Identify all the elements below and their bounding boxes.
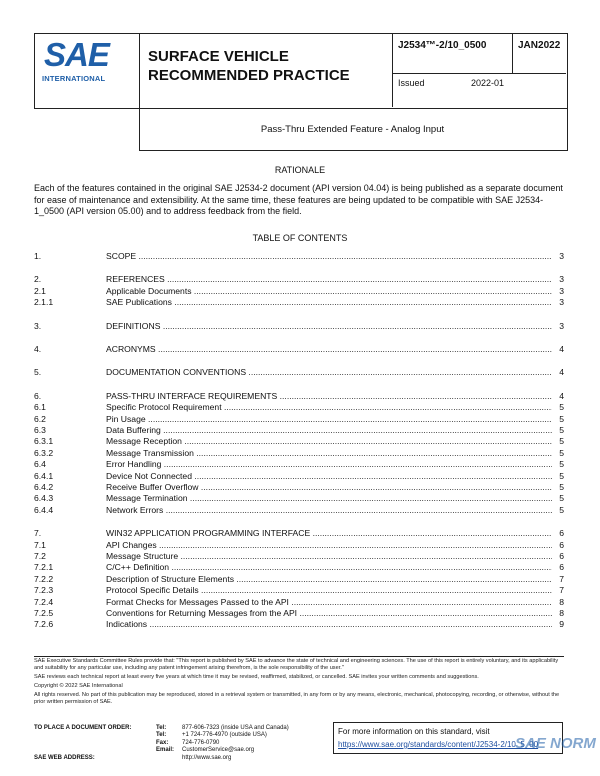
toc-entry[interactable] [34, 251, 564, 262]
toc-entry-title: DOCUMENTATION CONVENTIONS ..... [106, 367, 552, 378]
sae-logo [36, 36, 136, 96]
toc-entry-title: PASS-THRU INTERFACE REQUIREMENTS ..... [106, 391, 552, 402]
watermark-logo: SAE NORM [515, 735, 596, 752]
toc-entry[interactable] [34, 619, 564, 630]
toc-entry-number: 2.1 [34, 285, 46, 296]
toc-entry-page: 5 [559, 413, 564, 424]
footer-para: Copyright © 2022 SAE International [34, 683, 123, 689]
toc-entry-number: 7.2 [34, 551, 46, 561]
toc-entry-title: C/C++ Definition ..... [106, 562, 552, 573]
toc-entry-title: DEFINITIONS ..... [106, 321, 552, 332]
toc-entry-number: 6.3.1 [34, 436, 54, 447]
tel2-label: Tel: [156, 732, 167, 739]
toc-entry-title: Device Not Connected ..... [106, 471, 552, 482]
toc-entry-page: 4 [559, 344, 564, 354]
toc-entry-title: ACRONYMS ..... [106, 344, 552, 355]
web-link[interactable]: http://www.sae.org [182, 754, 232, 761]
toc-entry-number: 2.1.1 [34, 297, 54, 308]
toc-entry-title: Pin Usage ..... [106, 414, 552, 425]
more-info-link[interactable]: https://www.sae.org/standards/content/J2534-2/10_5_00 [338, 740, 539, 749]
issued-value: 2022-01 [471, 78, 505, 88]
toc-entry-number: 6.3 [34, 425, 46, 435]
toc-entry[interactable] [34, 608, 564, 619]
toc-entry[interactable] [34, 562, 564, 573]
title-line-1: SURFACE VEHICLE [148, 48, 289, 65]
toc-entry[interactable] [34, 367, 564, 378]
toc-entry-page: 3 [559, 297, 564, 308]
tel2-value: +1 724-776-4970 (outside USA) [182, 732, 267, 739]
toc-entry-number: 6.2 [34, 413, 46, 424]
toc-entry[interactable] [34, 436, 564, 447]
toc-entry-page: 3 [559, 274, 564, 285]
toc-entry-page: 5 [559, 402, 564, 413]
toc-entry-title: Error Handling ..... [106, 459, 552, 470]
toc-entry-number: 3. [34, 320, 42, 331]
toc-entry[interactable] [34, 425, 564, 436]
toc-entry-title: SCOPE ..... [106, 251, 552, 262]
toc-entry-page: 5 [559, 425, 564, 435]
toc-entry-title: REFERENCES ..... [106, 274, 552, 285]
toc-entry-number: 6.1 [34, 402, 46, 413]
more-info-text: For more information on this standard, visit [338, 727, 490, 736]
toc-entry-number: 6.3.2 [34, 447, 54, 458]
toc-entry-title: Indications ..... [106, 619, 552, 630]
toc-entry-page: 5 [559, 504, 564, 515]
issued-label: Issued [398, 78, 425, 88]
toc-entry-number: 6.4 [34, 459, 46, 470]
toc-entry-number: 7.2.3 [34, 585, 54, 596]
toc-entry-number: 7.2.5 [34, 608, 54, 618]
toc-entry-number: 7.1 [34, 539, 46, 550]
toc-entry-title: Message Structure ..... [106, 551, 552, 562]
logo-text: SAE [44, 36, 109, 73]
toc-entry-page: 7 [559, 573, 564, 584]
toc-entry-page: 5 [559, 459, 564, 470]
toc-entry-number: 6.4.2 [34, 482, 54, 492]
toc-entry-number: 6. [34, 390, 42, 401]
toc-entry-number: 2. [34, 274, 42, 285]
footer-para: SAE reviews each technical report at least every five years at which time it may be revised, reaffirmed, stabilized, or cancelled. SAE invites your written comments and suggestions. [34, 674, 479, 680]
toc-entry-number: 6.4.4 [34, 504, 54, 515]
document-type-title [148, 47, 350, 85]
toc-entry[interactable] [34, 585, 564, 596]
toc-entry[interactable] [34, 448, 564, 459]
toc-entry-number: 7. [34, 528, 42, 539]
toc-entry-page: 6 [559, 562, 564, 573]
toc-entry[interactable] [34, 540, 564, 551]
toc-entry-page: 5 [559, 447, 564, 458]
web-label: SAE WEB ADDRESS: [34, 754, 95, 761]
toc-entry[interactable] [34, 459, 564, 470]
toc-entry-title: Data Buffering ..... [106, 425, 552, 436]
toc-entry-number: 7.2.1 [34, 562, 54, 573]
toc-entry[interactable] [34, 505, 564, 516]
rationale-heading: RATIONALE [274, 165, 326, 175]
document-subtitle: Pass-Thru Extended Feature - Analog Input [260, 124, 445, 135]
toc-entry[interactable] [34, 321, 564, 332]
toc-entry[interactable] [34, 391, 564, 402]
document-number: J2534™-2/10_0500 [398, 40, 487, 51]
toc-entry[interactable] [34, 402, 564, 413]
toc-entry-page: 8 [559, 596, 564, 607]
header-divider [512, 33, 513, 73]
rationale-text: Each of the features contained in the original SAE J2534-2 document (API version 04.04) is being published as a separate document for ease of maintenance and extensibility. At the same time, these features are being updated to be compatible with SAE J2534-1_0500 (API version 05.00) and to address feedback from the field. [34, 183, 563, 216]
toc-entry-title: Message Transmission ..... [106, 448, 552, 459]
fax-value: 724-776-0790 [182, 739, 220, 746]
toc-entry[interactable] [34, 493, 564, 504]
toc-entry-number: 6.4.3 [34, 493, 54, 504]
toc-entry-page: 5 [559, 470, 564, 481]
footer-legal [34, 658, 568, 708]
footer-para: SAE Executive Standards Committee Rules provide that: "This report is published by SAE to advance the state of technical and engineering sciences. The use of this report is entirely voluntary, and its applicability and suitability for any particular use, including any patent infringement arising therefrom, is the sole responsibility of the user." [34, 658, 559, 671]
toc-entry-page: 5 [559, 493, 564, 504]
toc-entry-page: 9 [559, 619, 564, 630]
tel-value: 877-606-7323 (inside USA and Canada) [182, 725, 289, 731]
toc-entry-title: Applicable Documents ..... [106, 286, 552, 297]
order-label: TO PLACE A DOCUMENT ORDER: [34, 725, 132, 731]
toc-entry-title: API Changes ..... [106, 540, 552, 551]
toc-entry-page: 7 [559, 585, 564, 596]
toc-entry-page: 5 [559, 482, 564, 492]
toc-entry-number: 4. [34, 344, 42, 354]
footer-rule [34, 656, 564, 657]
toc-entry-title: Receive Buffer Overflow ..... [106, 482, 552, 493]
fax-label: Fax: [156, 739, 169, 746]
toc-entry[interactable] [34, 274, 564, 285]
toc-entry-page: 5 [559, 436, 564, 447]
toc-entry[interactable] [34, 414, 564, 425]
toc-entry[interactable] [34, 482, 564, 493]
toc-entry-number: 7.2.4 [34, 596, 54, 607]
toc-entry[interactable] [34, 551, 564, 562]
email-label: Email: [156, 747, 175, 754]
footer-para: All rights reserved. No part of this publication may be reproduced, stored in a retrieval system or transmitted, in any form or by any means, electronic, mechanical, photocopying, recording, or otherwise, without the prior written permission of SAE. [34, 692, 560, 705]
title-line-2: RECOMMENDED PRACTICE [148, 67, 350, 84]
toc-entry-title: SAE Publications ..... [106, 297, 552, 308]
toc-heading: TABLE OF CONTENTS [252, 233, 348, 243]
toc-entry-number: 1. [34, 251, 42, 261]
email-link[interactable]: CustomerService@sae.org [182, 747, 255, 754]
toc-entry-number: 6.4.1 [34, 470, 54, 481]
toc-entry-title: WIN32 APPLICATION PROGRAMMING INTERFACE ..... [106, 528, 552, 539]
toc-entry-title: Protocol Specific Details ..... [106, 585, 552, 596]
toc-entry-page: 4 [559, 367, 564, 378]
toc-entry[interactable] [34, 574, 564, 585]
tel-label: Tel: [156, 725, 167, 731]
logo-subtext: INTERNATIONAL [42, 74, 106, 83]
toc-entry-title: Message Reception ..... [106, 436, 552, 447]
document-date: JAN2022 [518, 40, 561, 51]
toc-entry-number: 5. [34, 367, 42, 378]
toc-entry[interactable] [34, 528, 564, 539]
header-divider [392, 33, 393, 107]
toc-entry[interactable] [34, 597, 564, 608]
toc-entry-title: Format Checks for Messages Passed to the API ..... [106, 597, 552, 608]
toc-entry-title: Description of Structure Elements ..... [106, 574, 552, 585]
toc-entry[interactable] [34, 297, 564, 308]
toc-entry-number: 7.2.6 [34, 619, 54, 630]
toc-entry-title: Message Termination ..... [106, 493, 552, 504]
toc-entry-page: 8 [559, 608, 564, 618]
toc-entry-page: 4 [559, 390, 564, 401]
toc-entry-page: 3 [559, 285, 564, 296]
toc-entry[interactable] [34, 471, 564, 482]
toc-entry[interactable] [34, 344, 564, 355]
toc-entry-page: 6 [559, 551, 564, 561]
toc-entry-title: Network Errors ..... [106, 505, 552, 516]
toc-entry-number: 7.2.2 [34, 573, 54, 584]
toc-entry-page: 3 [559, 320, 564, 331]
toc-entry-page: 6 [559, 528, 564, 539]
header-divider [392, 73, 566, 74]
toc-entry-title: Specific Protocol Requirement ..... [106, 402, 552, 413]
toc-entry-page: 6 [559, 539, 564, 550]
toc-entry[interactable] [34, 286, 564, 297]
toc-entry-page: 3 [559, 251, 564, 261]
toc-entry-title: Conventions for Returning Messages from the API ..... [106, 608, 552, 619]
